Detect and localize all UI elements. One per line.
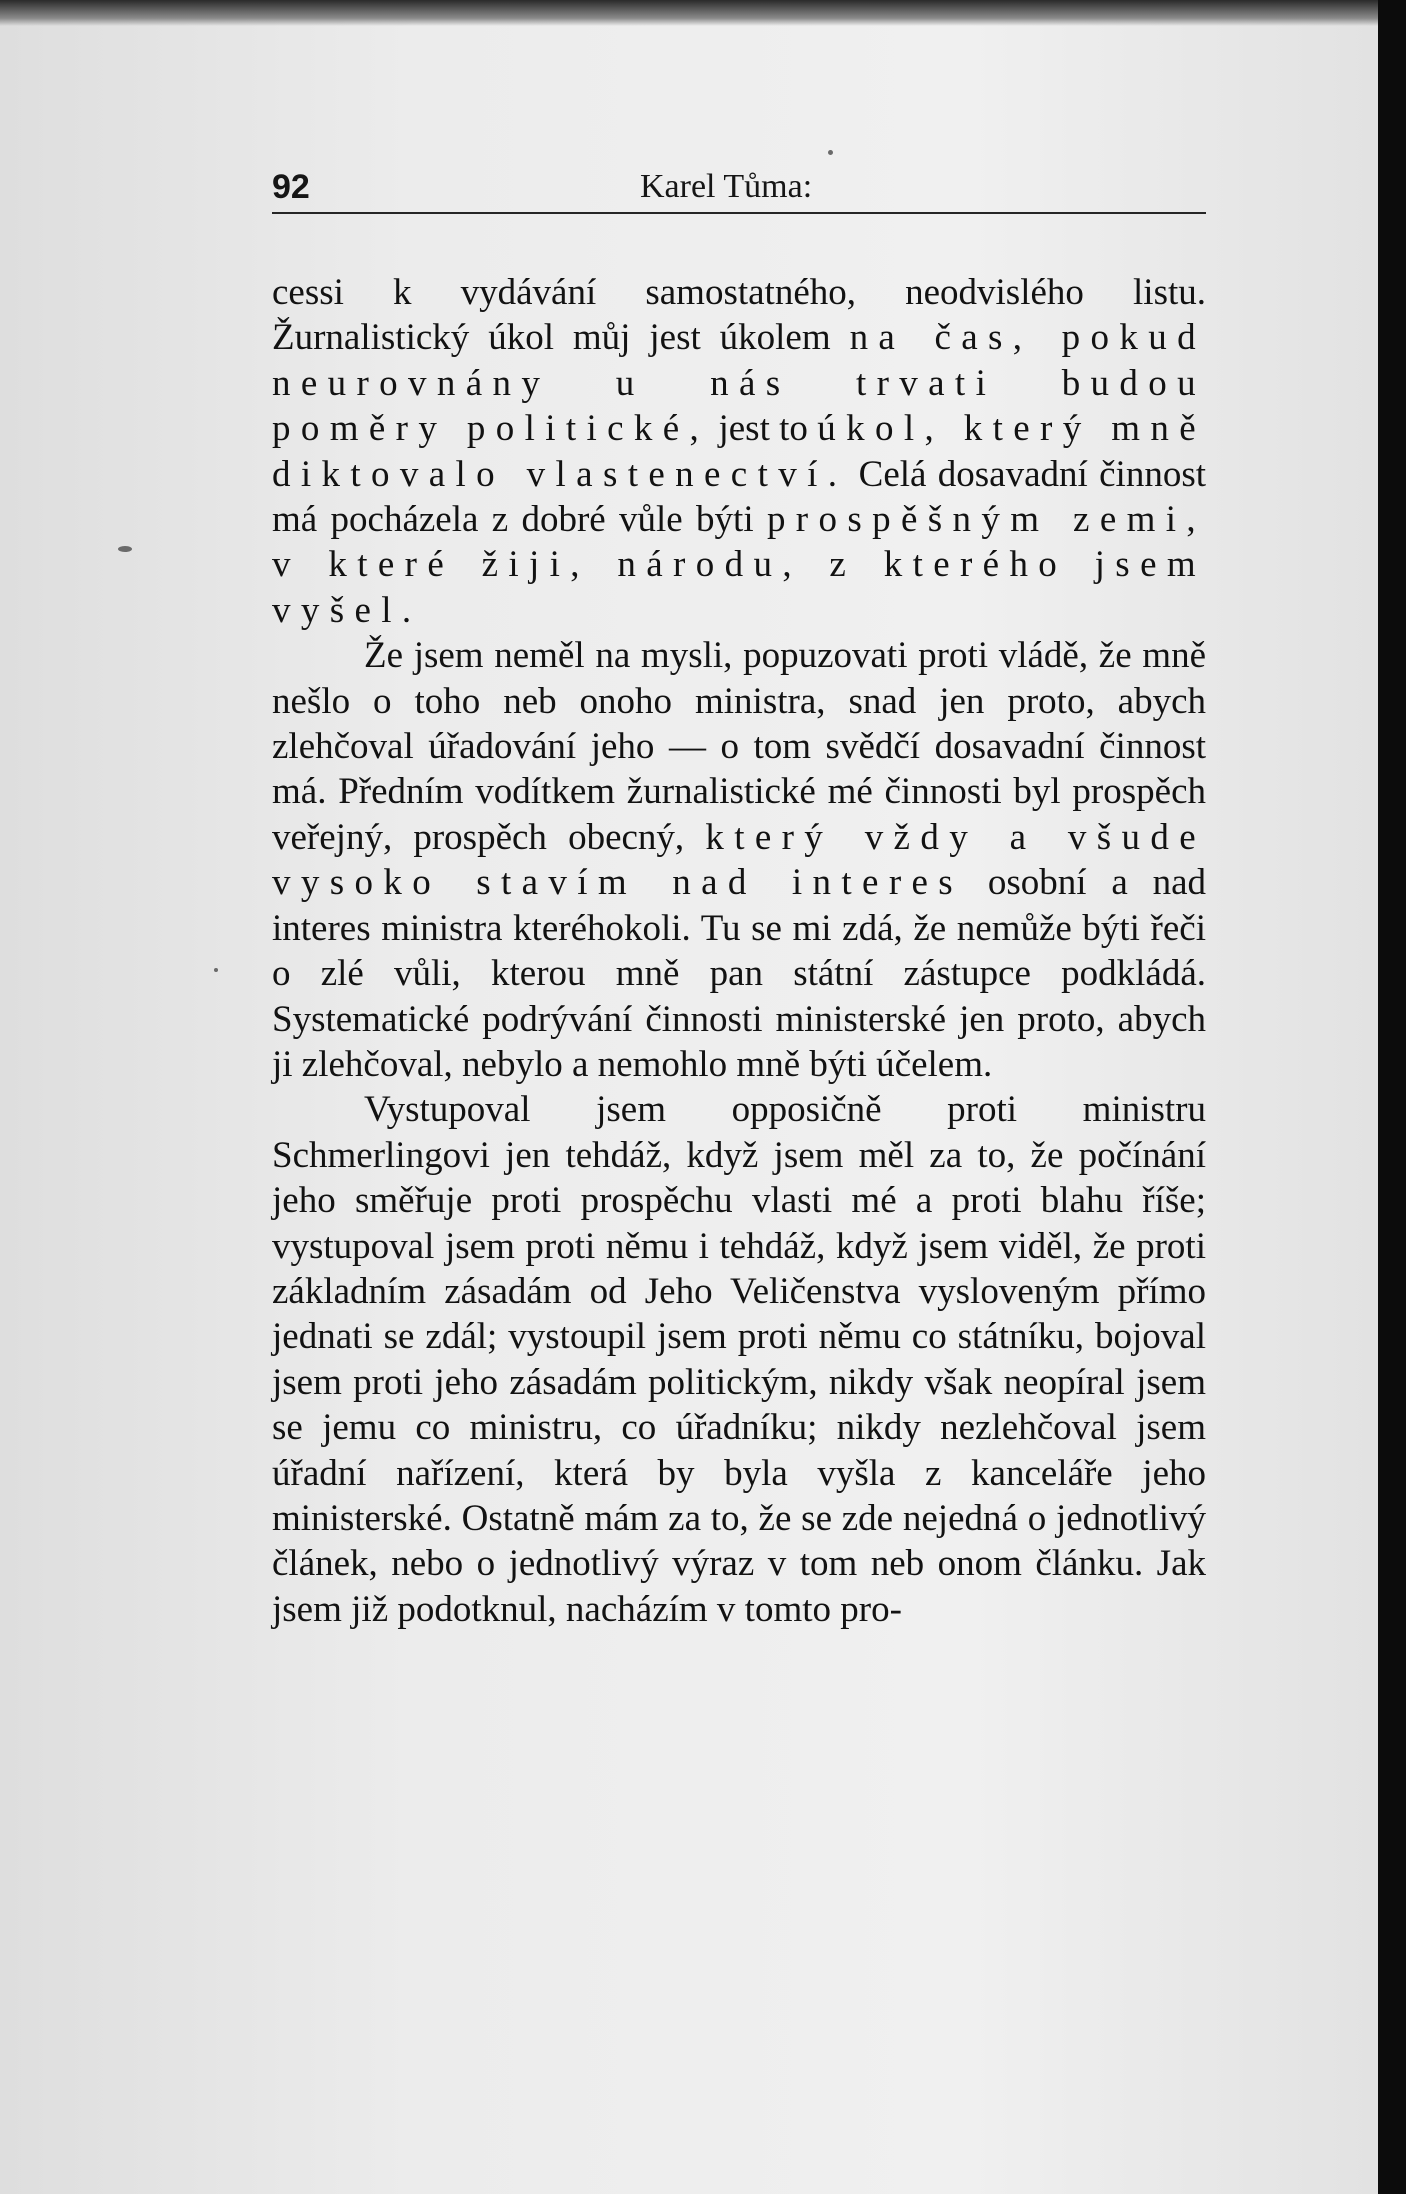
body-text <box>272 270 1206 1632</box>
page-number: 92 <box>272 168 310 206</box>
spaced-text-run: na čas, pokud neurovnány u nás trvati budou poměry politické, <box>272 317 1206 450</box>
text-run: osobní a nad interes ministra kteréhokoli. Tu se mi zdá, že nemůže býti řeči o zlé vůli, kterou mně pan státní zástupce podkládá. Systematické podrývání činnosti ministerské jen proto, abych ji zlehčoval, nebylo a nemohlo mně býti účelem. <box>272 862 1207 1085</box>
paragraph-2 <box>272 633 1206 1087</box>
spaced-text-run: úkol, který mně diktovalo vlastenectví. <box>272 408 1207 495</box>
running-head <box>272 168 1206 214</box>
text-run: jest to <box>709 408 818 450</box>
ink-speck <box>214 968 218 972</box>
spaced-text-run: prospěšným zemi, v které žiji, národu, z kterého jsem vyšel. <box>272 499 1206 631</box>
ink-speck <box>828 150 833 155</box>
ink-speck <box>118 546 132 552</box>
paragraph-3: Vystupoval jsem opposičně proti ministru Schmerlingovi jen tehdáž, když jsem měl za to, že počínání jeho směřuje proti prospěchu vlasti mé a proti blahu říše; vystupoval jsem proti němu i tehdáž, když jsem viděl, že proti základním zásadám od Jeho Veličenstva vysloveným přímo jednati se zdál; vystoupil jsem proti němu co státníku, bojoval jsem proti jeho zásadám politickým, nikdy však neopíral jsem se jemu co ministru, co úřadníku; nikdy nezlehčoval jsem úřadní nařízení, která by byla vyšla z kanceláře jeho ministerské. Ostatně mám za to, že se zde nejedná o jednotlivý článek, nebo o jednotlivý výraz v tom neb onom článku. Jak jsem již podotknul, nacházím v tomto pro- <box>272 1089 1206 1630</box>
scan-right-border <box>1378 0 1406 2194</box>
text-run: Celá dosavadní činnost má pocházela z dobré vůle býti <box>272 453 1206 541</box>
spaced-text-run: který vždy a všude vysoko stavím nad interes <box>272 816 1206 904</box>
scan-top-shadow <box>0 0 1406 26</box>
paragraph-1 <box>272 270 1206 633</box>
running-head-author: Karel Tůma: <box>640 168 813 205</box>
text-run: cessi k vydávání samostatného, neodvislého listu. Žurnalistický úkol můj jest úkolem <box>272 272 1206 359</box>
text-run: Že jsem neměl na mysli, popuzovati proti vládě, že mně nešlo o toho neb onoho ministra, snad jen proto, abych zlehčoval úřadování jeho — o tom svědčí dosavadní činnost má. Předním vodítkem žurnalistické mé činnosti byl prospěch veřejný, prospěch obecný, <box>272 635 1206 858</box>
